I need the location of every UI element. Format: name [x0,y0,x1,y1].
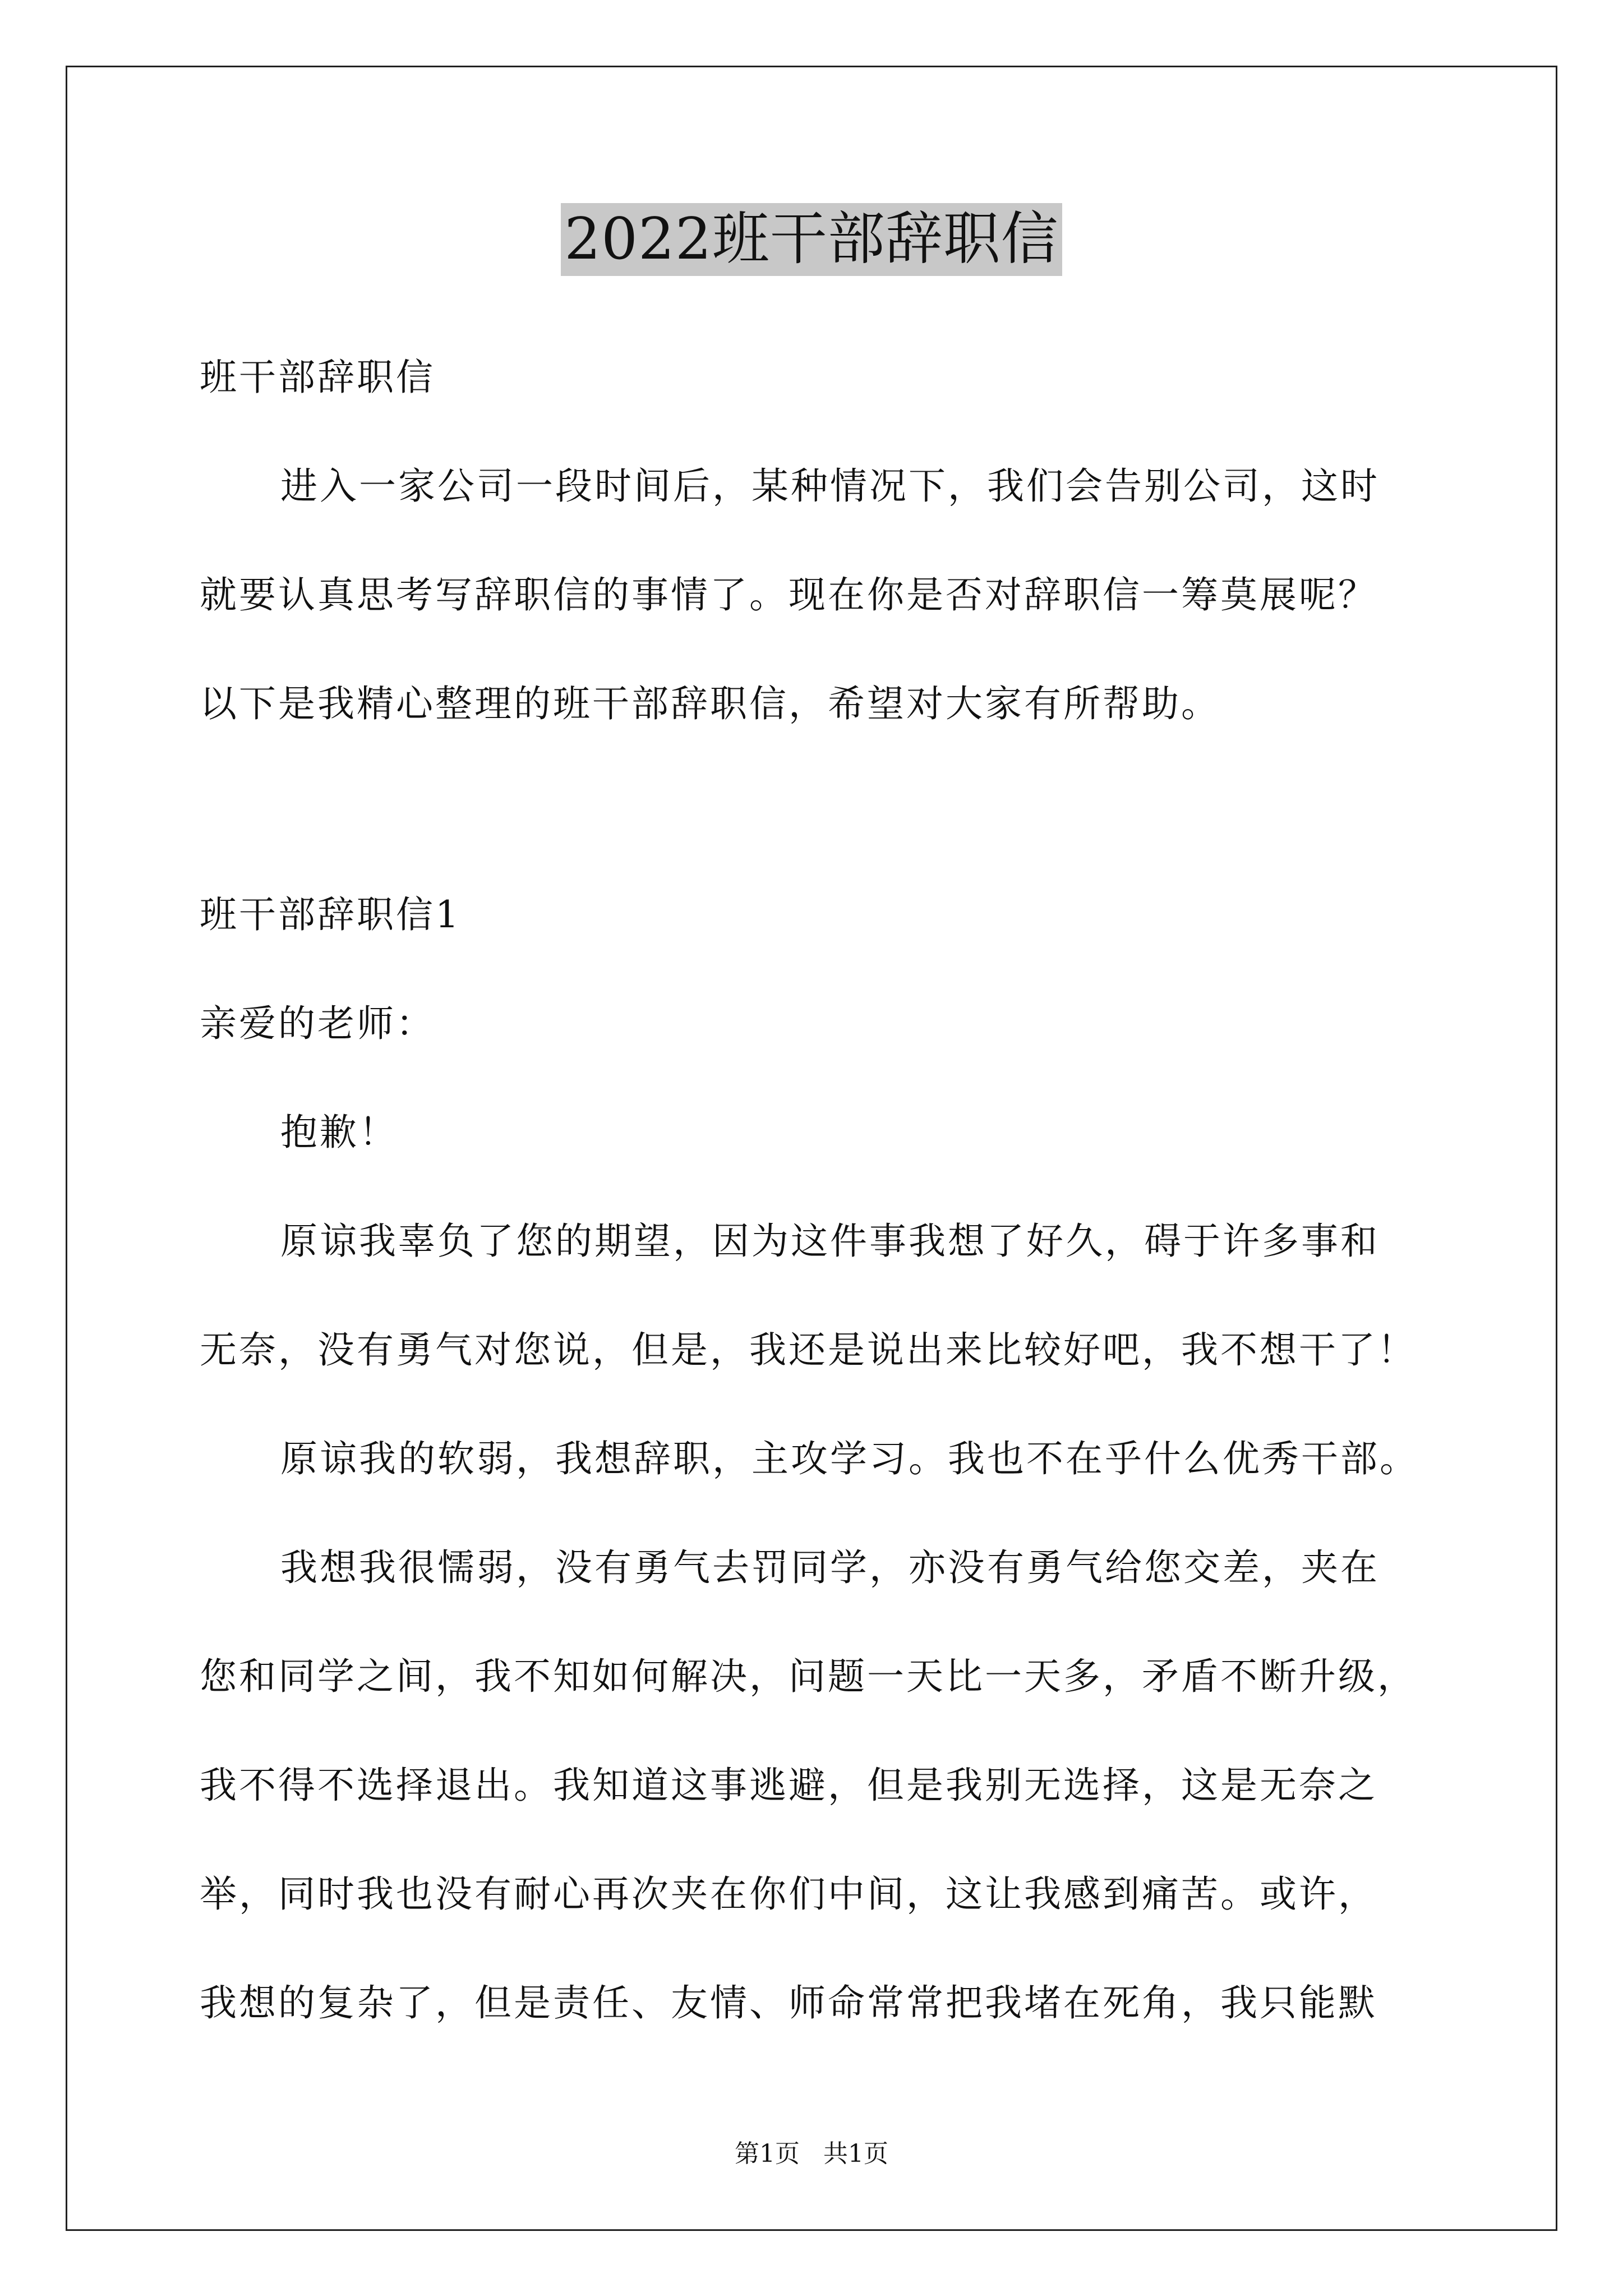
paragraph-line: 您和同学之间，我不知如何解决，问题一天比一天多，矛盾不断升级， [200,1655,1417,1698]
paragraph-line: 我想的复杂了，但是责任、友情、师命常常把我堵在死角，我只能默 [200,1981,1377,2024]
paragraph-line: 我想我很懦弱，没有勇气去罚同学，亦没有勇气给您交差，夹在 [280,1546,1380,1589]
section-heading: 班干部辞职信1 [200,893,461,936]
paragraph-line: 我不得不选择退出。我知道这事逃避，但是我别无选择，这是无奈之 [200,1764,1377,1807]
paragraph-line: 以下是我精心整理的班干部辞职信，希望对大家有所帮助。 [200,682,1220,725]
document-title: 2022班干部辞职信 [561,203,1062,276]
apology-line: 抱歉！ [280,1111,398,1154]
paragraph-line: 进入一家公司一段时间后，某种情况下，我们会告别公司，这时 [280,464,1380,508]
page-footer [0,2137,1623,2171]
title-container [0,203,1623,276]
paragraph-line: 原谅我的软弱，我想辞职，主攻学习。我也不在乎什么优秀干部。 [280,1437,1419,1480]
page-number-total: 共1页 [823,2139,888,2168]
paragraph-line: 无奈，没有勇气对您说，但是，我还是说出来比较好吧，我不想干了！ [200,1328,1417,1372]
page-number-current: 第1页 [735,2139,800,2168]
salutation: 亲爱的老师： [200,1002,435,1045]
paragraph-line: 举，同时我也没有耐心再次夹在你们中间，这让我感到痛苦。或许， [200,1872,1377,1916]
paragraph-line: 就要认真思考写辞职信的事情了。现在你是否对辞职信一筹莫展呢？ [200,573,1377,616]
intro-heading: 班干部辞职信 [200,356,435,399]
paragraph-line: 原谅我辜负了您的期望，因为这件事我想了好久，碍于许多事和 [280,1220,1380,1263]
